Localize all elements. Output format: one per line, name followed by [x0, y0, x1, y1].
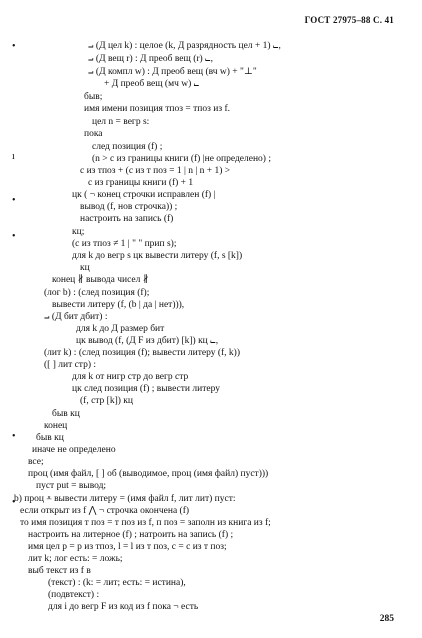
text-line: настроить на запись (f) — [80, 214, 174, 224]
text-line: настроить на литерное (f) ; натроить на запись (f) ; — [28, 530, 234, 540]
text-line: для k до вегр s цк вывести литеру (f, s [k]) — [72, 251, 243, 261]
text-line: лит k; лог есть: = ложь; — [28, 554, 123, 564]
text-line: быв кц — [36, 433, 64, 443]
text-line: цк ( ¬ конец строчки исправлен (f) | — [72, 190, 216, 200]
text-line: b) проц ⩡ вывести литеру = (имя файл f, лит лит) пуст: — [14, 494, 236, 504]
text-line: кц; — [72, 227, 85, 237]
text-line: иначе не определено — [32, 445, 116, 455]
text-line: имя цел р = р из тпоз, l = l из т поз, с = с из т поз; — [28, 542, 227, 552]
text-line: (лог b) : (след позиция (f); — [44, 288, 150, 298]
text-line: (лит k) : (след позиция (f); вывести литеру (f, k)) — [44, 348, 241, 358]
text-line: проц (имя файл, [ ] об (выводимое, проц (имя файл) пуст))) — [28, 469, 269, 479]
text-line: ⨼ (Д цел k) : целое (k, Д разрядность цел + 1) ⨽, — [88, 41, 281, 51]
margin-bullet: • — [12, 497, 16, 508]
text-line: конец ∦ вывода чисел ∦ — [52, 275, 149, 285]
text-line: след позиция (f) ; — [92, 142, 163, 152]
text-line: кц — [80, 263, 90, 273]
text-line: (текст) : (k: = лит; есть: = истина), — [48, 578, 186, 588]
page-number: 285 — [379, 614, 394, 624]
margin-bullet: • — [12, 41, 16, 52]
text-line: быв; — [84, 92, 103, 102]
margin-bullet: • — [12, 231, 16, 242]
text-line: (n > с из границы книги (f) |не определено) ; — [92, 154, 271, 164]
text-line: цк вывод (f, (Д F из дбит) [k]) кц ⨽, — [76, 336, 219, 346]
text-line: для k до Д размер бит — [76, 324, 165, 334]
text-line: вывод (f, нов строчка)) ; — [80, 202, 178, 212]
margin-bullet: • — [12, 195, 16, 206]
margin-tick: ı — [12, 151, 15, 162]
margin-bullet: • — [12, 431, 16, 442]
text-line: с из тпоз + (с из т поз = 1 | n | n + 1) > — [80, 166, 231, 176]
text-line: для i до вегр F из код из f пока ¬ есть — [48, 602, 199, 612]
text-line: пока — [84, 129, 103, 139]
text-line: ([ ] лит стр) : — [44, 360, 97, 370]
text-line: для k от нигр стр до вегр стр — [72, 372, 189, 382]
text-line: то имя позиция т поз = т поз из f, п поз = заполн из книга из f; — [20, 518, 271, 528]
text-line: ⨼ (Д компл w) : Д преоб вещ (вч w) + "⊥" — [88, 67, 257, 77]
text-line: вывести литеру (f, (b | да | нет))), — [52, 300, 185, 310]
text-line: пуст put = вывод; — [36, 481, 107, 491]
text-line: имя имени позиция тпоз = тпоз из f. — [84, 104, 230, 114]
text-line: все; — [28, 457, 44, 467]
text-line: (подвтекст) : — [48, 590, 100, 600]
text-line: с из границы книги (f) + 1 — [88, 178, 194, 188]
text-line: цел n = вегр s: — [92, 117, 150, 127]
text-line: если открыт из f ⋀ ¬ строчка окончена (f) — [20, 506, 190, 516]
text-line: + Д преоб вещ (мч w) ⨽ — [104, 79, 200, 89]
text-line: цк след позиция (f) ; вывести литеру — [72, 384, 220, 394]
text-line: (f, стр [k]) кц — [80, 396, 134, 406]
text-line: конец — [44, 421, 68, 431]
page-header: ГОСТ 27975–88 С. 41 — [304, 15, 394, 25]
text-line: ⨼ (Д вещ r) : Д преоб вещ (r) ⨽, — [88, 54, 213, 64]
text-line: (с из тпоз ≠ 1 | " " прип s); — [72, 239, 177, 249]
text-line: ⨼ (Д бит дбит) : — [44, 312, 108, 322]
text-line: выб текст из f в — [28, 566, 91, 576]
text-line: быв кц — [52, 409, 80, 419]
